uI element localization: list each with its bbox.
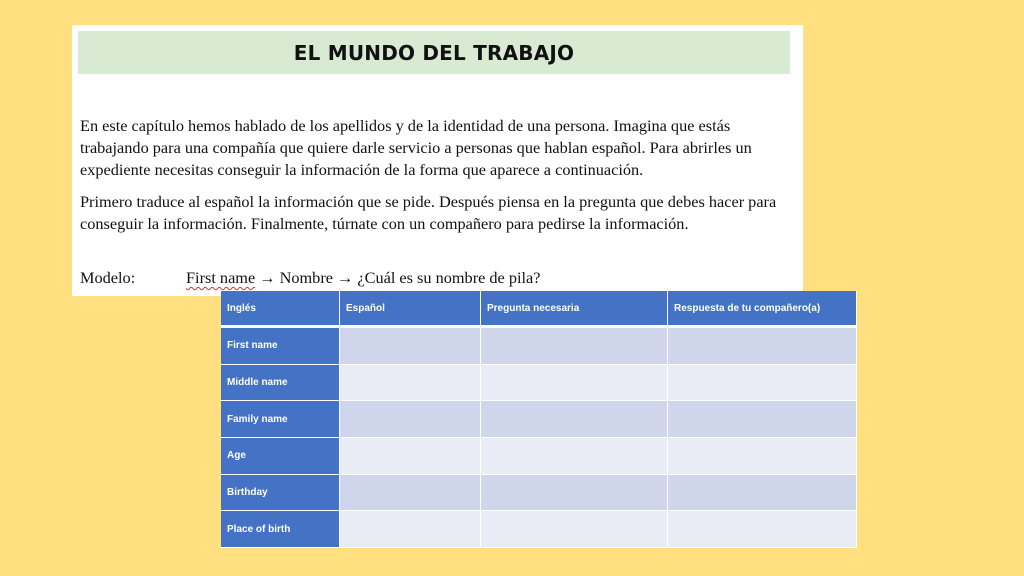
header-respuesta: Respuesta de tu compañero(a) [668,291,857,328]
instructions-paragraph-2: Primero traduce al español la información que se pide. Después piensa en la pregunta que debes hacer para conseguir la información. Finalmente, túrnate con un compañero para pedirse la información. [80,192,777,233]
table-row [221,328,857,365]
row-label-age: Age [221,438,340,475]
row-label-middle-name: Middle name [221,365,340,402]
instructions-paragraph-1: En este capítulo hemos hablado de los apellidos y de la identidad de una persona. Imagina que estás trabajando para una compañía que quiere darle servicio a personas que hablan español. Para abrirles un expediente necesitas conseguir la información de la forma que aparece a continuación. [80,116,752,179]
cell-pregunta[interactable] [481,328,668,365]
cell-respuesta[interactable] [668,475,857,512]
cell-respuesta[interactable] [668,511,857,548]
cell-pregunta[interactable] [481,438,668,475]
title-banner [78,31,790,74]
row-label-family-name: Family name [221,401,340,438]
table-header-row [221,291,857,328]
cell-pregunta[interactable] [481,511,668,548]
table-row [221,365,857,402]
model-example-english: First name [186,268,256,287]
table-row [221,401,857,438]
table-row [221,475,857,512]
cell-respuesta[interactable] [668,328,857,365]
cell-espanol[interactable] [340,365,481,402]
cell-espanol[interactable] [340,475,481,512]
cell-espanol[interactable] [340,511,481,548]
model-example [80,268,541,288]
worksheet-document [72,25,803,296]
page-title: EL MUNDO DEL TRABAJO [293,40,575,65]
table-row [221,438,857,475]
cell-respuesta[interactable] [668,438,857,475]
row-label-birthday: Birthday [221,475,340,512]
row-label-first-name: First name [221,328,340,365]
cell-espanol[interactable] [340,401,481,438]
cell-pregunta[interactable] [481,365,668,402]
cell-espanol[interactable] [340,328,481,365]
cell-respuesta[interactable] [668,365,857,402]
vocabulary-table [221,291,857,548]
cell-espanol[interactable] [340,438,481,475]
cell-pregunta[interactable] [481,475,668,512]
header-espanol: Español [340,291,481,328]
table-row [221,511,857,548]
model-label: Modelo: [80,268,136,287]
row-label-place-of-birth: Place of birth [221,511,340,548]
cell-pregunta[interactable] [481,401,668,438]
header-ingles: Inglés [221,291,340,328]
model-example-translation: → Nombre → ¿Cuál es su nombre de pila? [255,268,541,287]
header-pregunta: Pregunta necesaria [481,291,668,328]
cell-respuesta[interactable] [668,401,857,438]
